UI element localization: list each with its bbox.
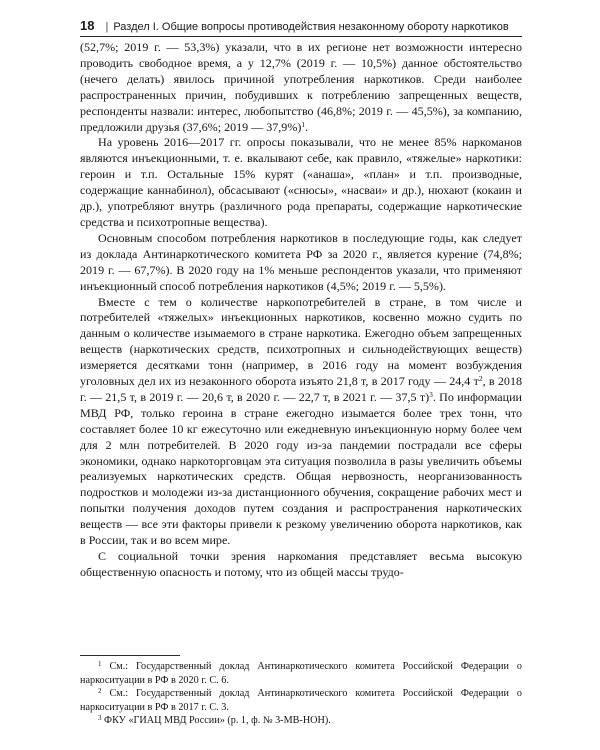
paragraph-4 [80,295,522,550]
footnote-mark: 2 [98,687,102,696]
paragraph-4-text-a: Вместе с тем о количестве наркопотребителей в стране, в том числе и потребителей «тяжелых» инъекционных наркотиков, косвенно можно судить по данным о количестве изымаемого в стране наркотика. Ежегодно объем запрещенных веществ (наркотических средств, психотропных и сильнодействующих веществ) измеряется десятками тонн (например, в 2016 году на момент возбуждения уголовных дел их из незаконного оборота изъято 21,8 т, в 2017 году — 24,4 т [80,294,522,389]
footnote-1 [80,660,522,687]
paragraph-1-end: . [305,119,309,134]
header-separator: | [105,21,109,33]
footnote-rule [80,655,180,656]
paragraph-3: Основным способом потребления наркотиков в последующие годы, как следует из доклада Антинаркотического комитета РФ за 2020 г., является курение (74,8%; 2019 г. — 67,7%). В 2020 году на 1% меньше респондентов указали, что применяют инъекционный способ потребления наркотиков (4,5%; 2019 г. — 5,5%). [80,230,522,293]
paragraph-1 [80,40,522,135]
footnote-ref-3[interactable]: 3 [429,389,433,399]
footnotes [80,660,522,728]
paragraph-4-text-b: , в 2018 г. — 21,5 т, в 2019 г. — 20,6 т, в 2020 г. — 22,7 т, в 2021 г. — 37,5 т) [80,374,522,404]
paragraph-2: На уровень 2016—2017 гг. опросы показывали, что не менее 85% наркоманов являются инъекционными, т. е. вкалывают себе, как правило, «тяжелые» наркотики: героин и т.п. Остальные 15% курят («анаша», «план» и т.п. производные, содержащие каннабинол), обсасывают («снюсы», «насваи» и др.), нюхают (кокаин и др.), употребляют внутрь (различного рода препараты, содержащие наркотические средства и психотропные вещества). [80,135,522,229]
footnote-2 [80,687,522,714]
footnote-text: См.: Государственный доклад Антинаркотического комитета Российской Федерации о наркоситуации в РФ в 2020 г. С. 6. [80,661,523,686]
footnote-mark: 3 [98,714,102,723]
header-rule [80,36,522,37]
footnote-ref-1[interactable]: 1 [301,119,306,129]
footnote-3 [80,714,522,728]
footnote-text: См.: Государственный доклад Антинаркотического комитета Российской Федерации о наркоситуации в РФ в 2017 г. С. 3. [80,688,523,713]
running-head [80,18,522,33]
footnote-mark: 1 [98,660,102,668]
footnote-text: ФКУ «ГИАЦ МВД России» (р. 1, ф. № 3-МВ-НОН). [104,715,331,727]
paragraph-1-text: (52,7%; 2019 г. — 53,3%) указали, что в их регионе нет возможности интересно проводить свободное время, а у 12,7% (2019 г. — 10,5%) данное обстоятельство (нечего делать) явилось причиной употребления наркотиков. Среди наиболее распространенных причин, побудивших к потреблению запрещенных веществ, респонденты назвали: интерес, любопытство (46,8%; 2019 г. — 45,5%), за компанию, предложили друзья (37,6%; 2019 — 37,9%) [80,40,522,134]
paragraph-4-text-c: . По информации МВД РФ, только героина в стране ежегодно изымается более трех тонн, что составляет более 10 кг ежесуточно или ежедневную инъекционную норму более чем для 2 млн потребителей. В 2020 году из-за пандемии пострадали все сферы экономики, однако наркоторговцам эта ситуация позволила в разы увеличить объемы реализуемых наркотических средств. Общая нервозность, неорганизованность подростков и молодежи из-за дистанционного обучения, сокращение рабочих мест и попытки получения доходов путем создания и распространения наркотических веществ — все эти факторы привели к резкому увеличению оборота наркотиков, как в России, так и во всем мире. [80,389,522,548]
footnote-ref-2[interactable]: 2 [478,374,483,384]
main-text [80,40,522,581]
page-number: 18 [80,18,95,33]
paragraph-5: С социальной точки зрения наркомания представляет весьма высокую общественную опасность и потому, что из общей массы трудо- [80,549,522,579]
section-title: Раздел I. Общие вопросы противодействия незаконному обороту наркотиков [113,21,509,33]
